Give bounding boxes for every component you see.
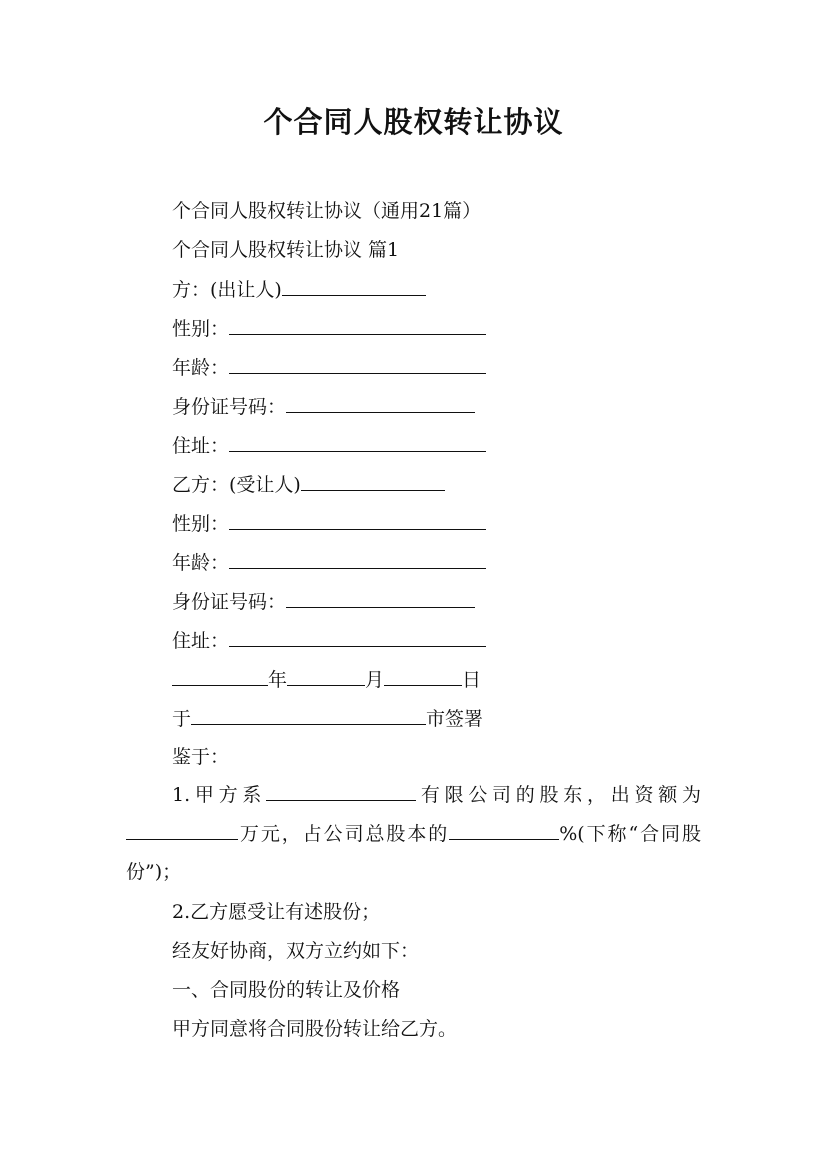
party-b-id-label: 身份证号码： [172, 591, 287, 613]
clause-1-part-4: %(下称“合同股份”)； [126, 822, 701, 883]
article-1-text: 甲方同意将合同股份转让给乙方。 [172, 1018, 458, 1040]
party-a-line [172, 277, 426, 302]
party-b-gender-label: 性别： [172, 513, 230, 535]
party-a-gender-label: 性别： [172, 318, 230, 340]
document-subtitle: 个合同人股权转让协议（通用21篇） [172, 200, 482, 222]
party-b-line [172, 472, 445, 497]
party-b-name-blank [301, 472, 445, 491]
date-line [172, 667, 481, 692]
company-name-blank [266, 782, 416, 801]
party-b-id-blank [286, 589, 475, 608]
negotiation-line: 经友好协商，双方立约如下： [172, 940, 420, 962]
party-b-gender-line [172, 511, 486, 536]
clause-2-line: 2.乙方愿受让有述股份； [172, 901, 381, 923]
clause-1-paragraph [126, 776, 701, 892]
article-1-heading: 一、合同股份的转让及价格 [172, 979, 401, 1001]
party-a-age-line [172, 355, 486, 380]
party-a-id-line [172, 394, 475, 419]
year-label: 年 [268, 669, 288, 691]
party-a-name-blank [282, 277, 426, 296]
day-label: 日 [462, 669, 482, 691]
clause-1-part-3: 万元，占公司总股本的 [238, 822, 450, 845]
party-b-address-blank [229, 628, 486, 647]
party-b-age-blank [229, 550, 486, 569]
party-a-age-blank [229, 355, 486, 374]
party-b-gender-blank [229, 511, 486, 530]
section-heading: 个合同人股权转让协议 篇1 [172, 239, 400, 261]
party-a-id-label: 身份证号码： [172, 396, 287, 418]
share-percent-blank [449, 821, 559, 840]
party-b-address-label: 住址： [172, 630, 230, 652]
party-a-id-blank [286, 394, 475, 413]
party-b-address-line [172, 628, 486, 653]
capital-amount-blank [126, 821, 238, 840]
year-blank [172, 667, 268, 686]
whereas-heading: 鉴于： [172, 746, 230, 768]
city-blank [191, 706, 426, 725]
party-a-address-line [172, 433, 486, 458]
party-b-label: 乙方：(受让人) [172, 474, 301, 496]
party-b-id-line [172, 589, 475, 614]
party-a-age-label: 年龄： [172, 357, 230, 379]
party-a-address-blank [229, 433, 486, 452]
day-blank [384, 667, 462, 686]
document-title: 个合同人股权转让协议 [263, 105, 564, 139]
clause-1-part-1: 1.甲方系 [172, 784, 267, 806]
party-a-address-label: 住址： [172, 435, 230, 457]
party-a-gender-blank [229, 316, 486, 335]
place-suffix: 市签署 [426, 708, 484, 730]
month-label: 月 [365, 669, 385, 691]
place-prefix: 于 [172, 708, 192, 730]
place-line [172, 706, 483, 731]
party-a-label: 方：(出让人) [172, 279, 282, 301]
month-blank [287, 667, 365, 686]
party-b-age-line [172, 550, 486, 575]
clause-1-part-2: 有限公司的股东，出资额为 [416, 784, 701, 806]
party-b-age-label: 年龄： [172, 552, 230, 574]
party-a-gender-line [172, 316, 486, 341]
